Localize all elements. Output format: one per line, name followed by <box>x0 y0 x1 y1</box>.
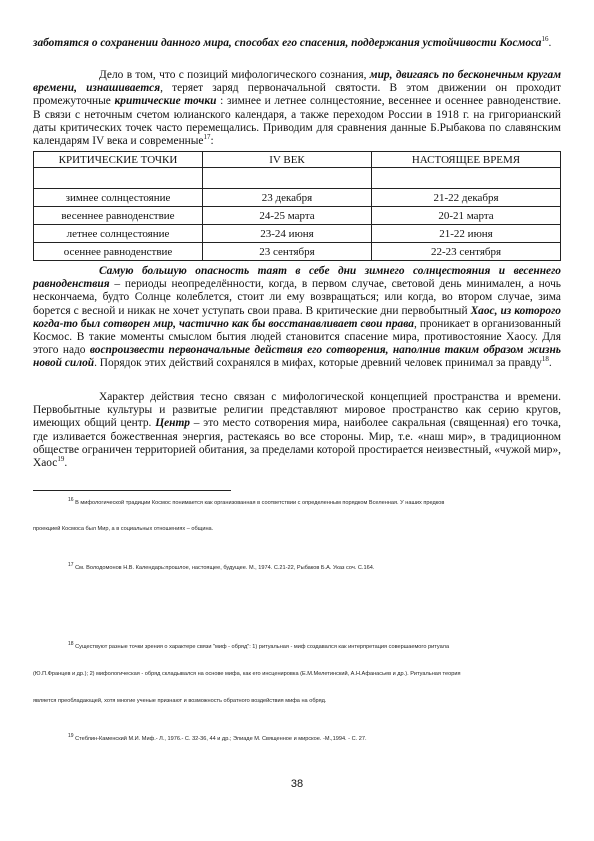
footnote-number: 17 <box>68 562 74 569</box>
table-row-empty <box>34 168 561 189</box>
paragraph-text: – периоды неопределённости, когда, в первом случае, световой день минимален, а ночь нескончаема, будто Солнце колеблется, стоит ли ему возвращаться; или когда, во втором случае, зима борется с весной и никак не хочет уступать свои права. В критические дни первобытный <box>33 278 561 317</box>
paragraph-text: . <box>548 37 552 49</box>
table-header: НАСТОЯЩЕЕ ВРЕМЯ <box>372 152 561 168</box>
table-cell: 23 сентября <box>203 243 372 261</box>
footnote-16 <box>68 497 561 507</box>
table-cell: осеннее равноденствие <box>34 243 203 261</box>
footnote-text: См. Володомонов Н.В. Календарь:прошлое, настоящее, будущее. М., 1974. С.21-22, Рыбаков Б.А. Указ соч. С.164. <box>75 565 375 571</box>
footnote-text: Стеблин-Каменский М.И. Миф.- Л., 1976.- С. 32-36, 44 и др.; Элиаде М. Священное и мирское. -М.,1994. - С. 27. <box>75 736 367 742</box>
footnote-18-continuation: (Ю.П.Францев и др.); 2) мифологическая - обряд складывался на основе мифа, как его инсценировка (Е.М.Мелетинский, А.Н.Афанасьев и др.). Ритуальная теория <box>33 671 461 677</box>
footnote-text: В мифологической традиции Космос понимается как организованная в соответствии с определенным порядком Вселенная. У наших предков <box>75 500 445 506</box>
table-row <box>34 243 561 261</box>
table-header: IV ВЕК <box>203 152 372 168</box>
paragraph-text: Характер действия тесно связан с мифологической концепцией пространства и времени. Первобытные культуры и развитые религии представляют мировое пространство как серию кругов, имеющих общий центр. <box>33 391 561 430</box>
emphasis-text: Самую большую опасность таят в себе дни зимнего солнцестояния и весеннего равноденствия <box>33 265 561 291</box>
paragraph-text: , теряет заряд первоначальной святости. В этом движении он проходит промежуточные <box>33 82 561 108</box>
table-cell: 24-25 марта <box>203 207 372 225</box>
paragraph-text: : <box>210 135 214 148</box>
emphasis-text: воспроизвести первоначальные действия его сотворения, наполнив таким образом жизнь новой силой <box>33 344 561 370</box>
table-row <box>34 225 561 243</box>
paragraph-text: . <box>64 457 68 470</box>
critical-points-table <box>33 151 561 261</box>
table-cell: 21-22 декабря <box>372 189 561 207</box>
footnote-ref-19[interactable]: 19 <box>57 455 65 464</box>
paragraph-danger <box>33 265 561 371</box>
paragraph-text: . <box>548 357 552 370</box>
table-cell: зимнее солнцестояние <box>34 189 203 207</box>
footnote-19 <box>68 733 561 743</box>
table-cell: 20-21 марта <box>372 207 561 225</box>
paragraph-text: , проникает в организованный Космос. В такие моменты смыслом бытия людей становится спасение мира, противостояние Хаосу. Для этого надо <box>33 317 561 357</box>
emphasis-text: Центр <box>155 417 190 430</box>
table-header-row <box>34 152 561 168</box>
footnote-16-continuation: проекцией Космоса был Мир, а в социальных отношениях – община. <box>33 526 214 532</box>
table-header: КРИТИЧЕСКИЕ ТОЧКИ <box>34 152 203 168</box>
paragraph-continuation <box>33 37 561 50</box>
page-number: 38 <box>290 778 304 790</box>
paragraph-text: : зимнее и летнее солнцестояние, весеннее и осеннее равноденствие. В связи с неточным счетом юлианского календаря, а также переходом России в 1918 г. на григорианский даты критических точек часто перемещались. Приводим для сравнения данные Б.Рыбакова по славянским календарям IV века и современные <box>33 95 561 148</box>
table-row <box>34 189 561 207</box>
footnote-18-continuation: является преобладающей, хотя многие ученые признают и возможность обратного воздействия мифа на обряд. <box>33 698 327 704</box>
footnote-separator <box>33 490 231 491</box>
paragraph-space-time <box>33 391 561 470</box>
table-row <box>34 207 561 225</box>
table-cell: весеннее равноденствие <box>34 207 203 225</box>
emphasis-text: критические точки <box>114 95 217 108</box>
paragraph-text: Дело в том, что с позиций мифологического сознания, <box>99 69 370 81</box>
footnote-17 <box>68 562 561 572</box>
footnote-ref-16[interactable]: 16 <box>541 35 549 44</box>
table-cell: летнее солнцестояние <box>34 225 203 243</box>
table-cell: 22-23 сентября <box>372 243 561 261</box>
paragraph-text: – это место сотворения мира, наиболее сакральная (священная) его точка, где изливается божественная энергия, растекаясь во все стороны. Мир, т.е. «наш мир», в традиционном обществе ограничен территорией обитания, за пределами которой простирается неизвестный, «чужой мир», Хаос <box>33 417 561 470</box>
footnote-number: 19 <box>68 733 74 740</box>
footnote-number: 16 <box>68 497 74 504</box>
emphasis-text: мир, двигаясь по бесконечным кругам времени, изнашивается <box>33 69 562 95</box>
footnote-ref-17[interactable]: 17 <box>203 133 211 142</box>
paragraph-critical-points <box>33 69 561 148</box>
footnote-text: Существуют разные точки зрения о характере связи "миф - обряд": 1) ритуальная - миф создавался как интерпретация совершаемого ритуала <box>75 644 450 650</box>
table-cell: 23 декабря <box>203 189 372 207</box>
footnote-ref-18[interactable]: 18 <box>541 355 549 364</box>
footnote-18 <box>68 641 561 651</box>
emphasis-text: Хаос, из которого когда-то был сотворен мир, частично как бы восстанавливает свои права <box>33 304 561 330</box>
footnote-number: 18 <box>68 641 74 648</box>
table-cell: 21-22 июня <box>372 225 561 243</box>
paragraph-text: . Порядок этих действий сохранялся в мифах, которые древний человек принимал за правду <box>94 357 542 370</box>
table-cell: 23-24 июня <box>203 225 372 243</box>
emphasis-text: заботятся о сохранении данного мира, способах его спасения, поддержания устойчивости Космоса <box>33 37 542 49</box>
